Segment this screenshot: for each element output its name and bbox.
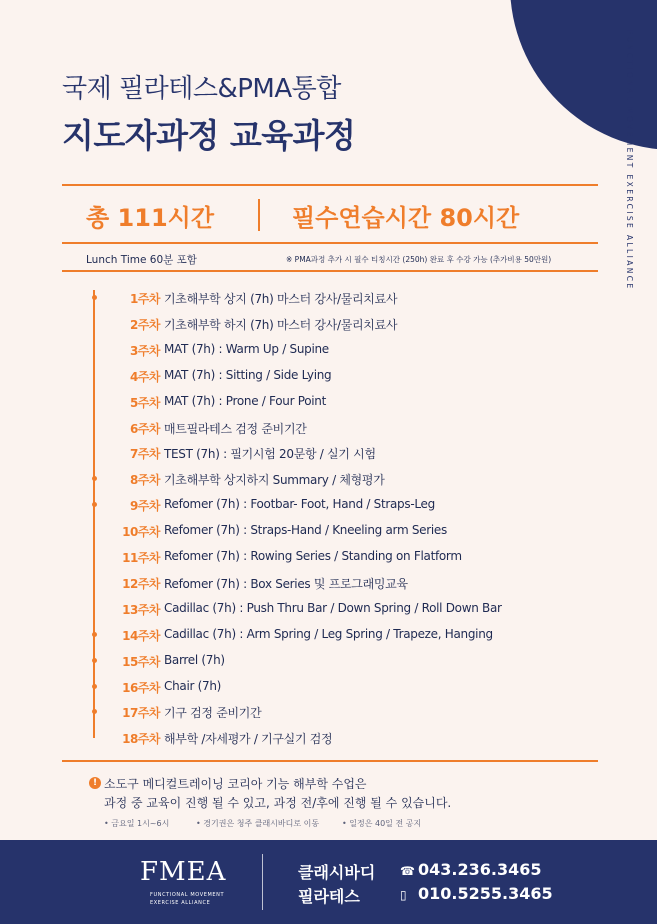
footer-separator (262, 854, 263, 910)
studio-name-line1: 클래시바디 (298, 863, 376, 882)
week-label: 7주차 (129, 447, 160, 462)
phone-mobile[interactable] (400, 884, 553, 903)
page-title-line1: 국제 필라테스&PMA통합 (62, 74, 341, 104)
week-label: 5주차 (129, 395, 160, 410)
page-title-line2: 지도자과정 교육과정 (62, 116, 356, 155)
timeline-dot (92, 684, 97, 689)
week-label: 1주차 (129, 292, 160, 306)
week-label: 13주차 (122, 602, 160, 617)
week-description: MAT (7h) : Warm Up / Supine (164, 341, 329, 356)
week-label: 6주차 (129, 421, 160, 436)
logo-sub-2: EXERCISE ALLIANCE (150, 900, 211, 906)
phone-number-1: 043.236.3465 (418, 860, 542, 879)
practice-hours: 필수연습시간 80시간 (292, 204, 520, 232)
hours-separator (258, 199, 260, 231)
pma-note: ※ PMA과정 추가 시 필수 티칭시간 (250h) 완료 후 수강 가능 (추가비용 50만원) (286, 255, 552, 264)
corner-decoration (510, 0, 657, 150)
timeline-dot (92, 658, 97, 663)
info-icon: ! (89, 777, 101, 789)
info-line1: 소도구 메디컬트레이닝 코리아 기능 해부학 수업은 (104, 777, 367, 791)
hours-divider (62, 242, 598, 244)
week-description: TEST (7h) : 필기시험 20문항 / 실기 시험 (164, 447, 376, 462)
week-description: Refomer (7h) : Straps-Hand / Kneeling arm Series (164, 523, 447, 538)
week-label: 4주차 (129, 369, 160, 384)
week-description: 기초해부학 상지하지 Summary / 체형평가 (164, 473, 385, 488)
week-label: 15주차 (122, 654, 160, 669)
timeline-dot (92, 709, 97, 714)
week-description: 기초해부학 상지 (7h) 마스터 강사/물리치료사 (164, 292, 398, 306)
footer (0, 840, 657, 924)
total-hours: 총 111시간 (86, 204, 215, 232)
week-label: 8주차 (129, 473, 160, 488)
phone-icon: ☎ (400, 864, 415, 878)
week-description: Refomer (7h) : Footbar- Foot, Hand / Straps-Leg (164, 497, 435, 512)
fmea-logo (136, 857, 246, 909)
week-label: 18주차 (122, 732, 160, 747)
small-note-2: • 경기권은 청주 클래시바디로 이동 (196, 819, 320, 828)
week-description: Cadillac (7h) : Push Thru Bar / Down Spring / Roll Down Bar (164, 600, 502, 615)
week-label: 16주차 (122, 680, 160, 695)
week-description: 기구 검정 준비기간 (164, 706, 262, 721)
week-label: 9주차 (129, 499, 160, 514)
small-note-1: • 금요일 1시~6시 (104, 819, 170, 828)
top-divider (62, 184, 598, 186)
mobile-icon: ▯ (400, 888, 407, 902)
week-description: Refomer (7h) : Box Series 및 프로그래밍교육 (164, 576, 408, 591)
week-label: 2주차 (129, 317, 160, 332)
week-description: MAT (7h) : Sitting / Side Lying (164, 367, 332, 382)
phone-number-2: 010.5255.3465 (418, 884, 553, 903)
side-brand-text: FUNCTIONAL MOVEMENT EXERCISE ALLIANCE (625, 30, 634, 291)
info-line2: 과정 중 교육이 진행 될 수 있고, 과정 전/후에 진행 될 수 있습니다. (104, 796, 452, 810)
week-label: 14주차 (122, 628, 160, 643)
timeline-dot (92, 295, 97, 300)
week-label: 12주차 (122, 576, 160, 591)
logo-text: FMEA (140, 857, 227, 887)
timeline-dot (92, 632, 97, 637)
timeline-dot (92, 502, 97, 507)
schedule-bottom-divider (62, 760, 598, 762)
week-description: MAT (7h) : Prone / Four Point (164, 393, 327, 408)
week-description: Chair (7h) (164, 678, 222, 693)
week-description: 해부학 /자세평가 / 기구실기 검정 (164, 732, 333, 747)
week-description: 기초해부학 하지 (7h) 마스터 강사/물리치료사 (164, 317, 398, 332)
phone-landline[interactable] (400, 860, 541, 879)
week-description: Refomer (7h) : Rowing Series / Standing on Flatform (164, 549, 462, 563)
week-description: Cadillac (7h) : Arm Spring / Leg Spring / Trapeze, Hanging (164, 626, 493, 641)
timeline-line (93, 290, 95, 738)
schedule-top-divider (62, 270, 598, 272)
timeline-dot (92, 476, 97, 481)
week-label: 3주차 (129, 343, 160, 358)
week-label: 17주차 (122, 706, 160, 721)
week-label: 10주차 (122, 525, 160, 540)
logo-sub-1: FUNCTIONAL MOVEMENT (150, 892, 225, 898)
week-description: Barrel (7h) (164, 652, 225, 667)
small-note-3: • 일정은 40일 전 공지 (342, 819, 422, 828)
studio-name-line2: 필라테스 (298, 887, 360, 906)
lunch-note: Lunch Time 60분 포함 (86, 254, 197, 266)
week-description: 매트필라테스 검정 준비기간 (164, 421, 307, 436)
week-label: 11주차 (122, 551, 160, 565)
